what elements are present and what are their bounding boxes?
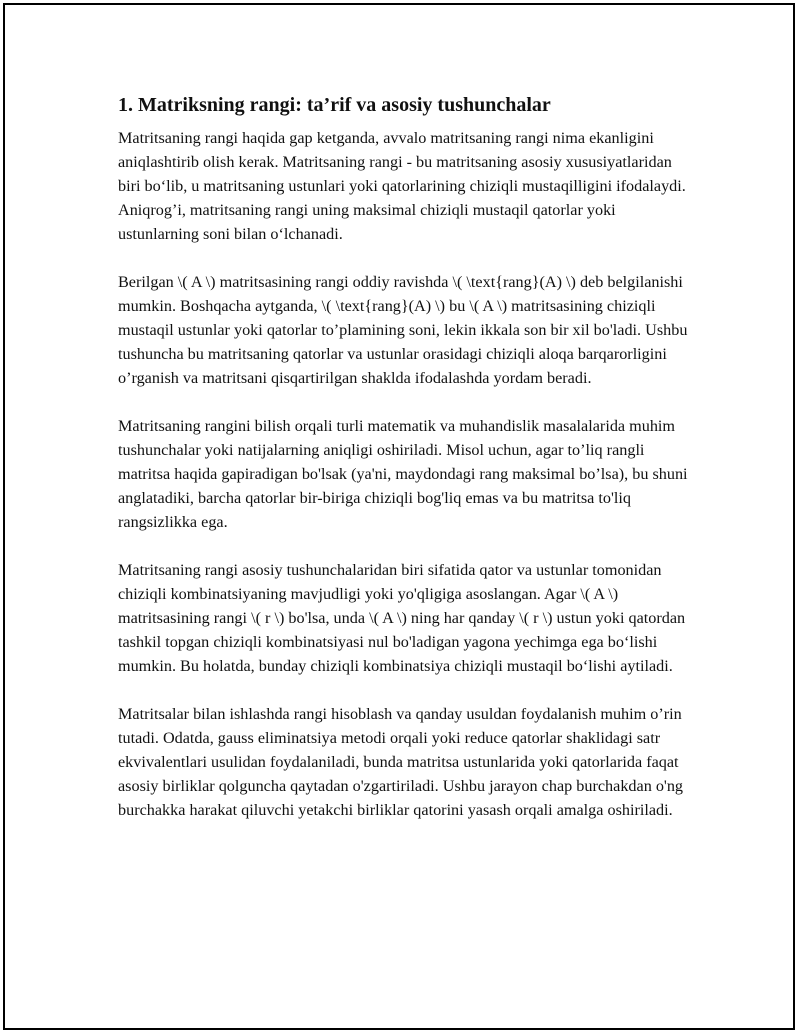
paragraph-1: Matritsaning rangi haqida gap ketganda, avvalo matritsaning rangi nima ekanligini aniqlashtirib olish kerak. Matritsaning rangi - bu matritsaning asosiy xususiyatlaridan biri bo‘lib, u matritsaning ustunlari yoki qatorlarining chiziqli mustaqilligini ifodalaydi. Aniqrog’i, matritsaning rangi uning maksimal chiziqli mustaqil qatorlar yoki ustunlarning soni bilan o‘lchanadi. (118, 129, 686, 243)
paragraph-4: Matritsaning rangi asosiy tushunchalaridan biri sifatida qator va ustunlar tomonidan chiziqli kombinatsiyaning mavjudligi yoki yo'qligiga asoslangan. Agar \( A \) matritsasining rangi \( r \) bo'lsa, unda \( A \) ning har qanday \( r \) ustun yoki qatordan tashkil topgan chiziqli kombinatsiyasi nul bo'ladigan yagona yechimga ega bo‘lishi mumkin. Bu holatda, bunday chiziqli kombinatsiya chiziqli mustaqil bo‘lishi aytiladi. (118, 561, 686, 675)
paragraph-3: Matritsaning rangini bilish orqali turli matematik va muhandislik masalalarida muhim tushunchalar yoki natijalarning aniqligi oshiriladi. Misol uchun, agar to’liq rangli matritsa haqida gapiradigan bo'lsak (ya'ni, maydondagi rang maksimal bo’lsa), bu shuni anglatadiki, barcha qatorlar bir-biriga chiziqli bog'liq emas va bu matritsa to'liq rangsizlikka ega. (118, 417, 688, 531)
paragraph-5: Matritsalar bilan ishlashda rangi hisoblash va qanday usuldan foydalanish muhim o’rin tutadi. Odatda, gauss eliminatsiya metodi orqali yoki reduce qatorlar shaklidagi satr ekvivalentlari usulidan foydalaniladi, bunda matritsa ustunlarida yoki qatorlarida faqat asosiy birliklar qolguncha qaytadan o'zgartiriladi. Ushbu jarayon chap burchakdan o'ng burchakka harakat qiluvchi yetakchi birliklar qatorini yasash orqali amalga oshiriladi. (118, 705, 684, 819)
document-body (118, 92, 688, 846)
section-heading: 1. Matriksning rangi: ta’rif va asosiy tushunchalar (118, 94, 551, 116)
paragraph-2: Berilgan \( A \) matritsasining rangi oddiy ravishda \( \text{rang}(A) \) deb belgilanishi mumkin. Boshqacha aytganda, \( \text{rang}(A) \) bu \( A \) matritsasining chiziqli mustaqil ustunlar yoki qatorlar to’plamining soni, lekin ikkala son bir xil bo'ladi. Ushbu tushuncha bu matritsaning qatorlar va ustunlar orasidagi chiziqli aloqa barqarorligini o’rganish va matritsani qisqartirilgan shaklda ifodalashda yordam beradi. (118, 273, 688, 387)
